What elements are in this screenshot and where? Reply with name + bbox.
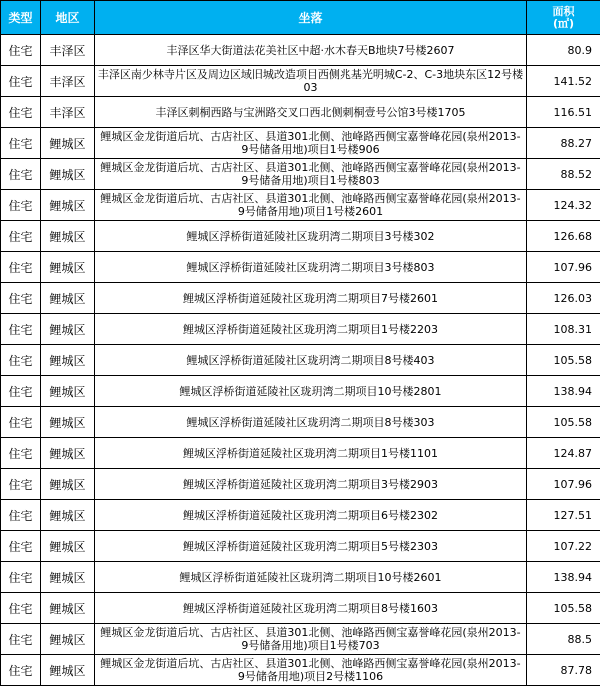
cell-type: 住宅 — [1, 531, 41, 562]
cell-type: 住宅 — [1, 593, 41, 624]
cell-district: 鲤城区 — [41, 128, 95, 159]
cell-type: 住宅 — [1, 128, 41, 159]
cell-location: 鲤城区浮桥街道延陵社区珑玥湾二期项目6号楼2302 — [95, 500, 527, 531]
cell-type: 住宅 — [1, 376, 41, 407]
table-row — [1, 624, 600, 655]
cell-location: 丰泽区华大街道法花美社区中超·水木春天B地块7号楼2607 — [95, 35, 527, 66]
cell-district: 鲤城区 — [41, 655, 95, 686]
cell-district: 鲤城区 — [41, 345, 95, 376]
cell-district: 鲤城区 — [41, 624, 95, 655]
cell-area: 105.58 — [527, 407, 600, 438]
table-row — [1, 128, 600, 159]
cell-area: 126.68 — [527, 221, 600, 252]
table-row — [1, 500, 600, 531]
cell-area: 141.52 — [527, 66, 600, 97]
cell-location: 鲤城区浮桥街道延陵社区珑玥湾二期项目8号楼303 — [95, 407, 527, 438]
cell-district: 丰泽区 — [41, 66, 95, 97]
cell-location: 鲤城区浮桥街道延陵社区珑玥湾二期项目3号楼2903 — [95, 469, 527, 500]
cell-area: 88.52 — [527, 159, 600, 190]
cell-type: 住宅 — [1, 252, 41, 283]
cell-area: 87.78 — [527, 655, 600, 686]
cell-location: 丰泽区南少林寺片区及周边区域旧城改造项目西侧兆基光明城C-2、C-3地块东区12号楼03 — [95, 66, 527, 97]
cell-district: 鲤城区 — [41, 531, 95, 562]
cell-type: 住宅 — [1, 97, 41, 128]
header-location: 坐落 — [95, 1, 527, 35]
cell-location: 鲤城区金龙街道后坑、古店社区、县道301北侧、池峰路西侧宝嘉誉峰花园(泉州2013-9号储备用地)项目1号楼2601 — [95, 190, 527, 221]
cell-district: 鲤城区 — [41, 376, 95, 407]
table-row — [1, 562, 600, 593]
cell-area: 138.94 — [527, 562, 600, 593]
cell-area: 105.58 — [527, 593, 600, 624]
table-row — [1, 531, 600, 562]
cell-area: 138.94 — [527, 376, 600, 407]
cell-district: 鲤城区 — [41, 190, 95, 221]
table-body — [1, 35, 600, 686]
cell-district: 鲤城区 — [41, 562, 95, 593]
cell-district: 鲤城区 — [41, 283, 95, 314]
cell-area: 124.87 — [527, 438, 600, 469]
cell-location: 鲤城区浮桥街道延陵社区珑玥湾二期项目5号楼2303 — [95, 531, 527, 562]
table-row — [1, 221, 600, 252]
table-row — [1, 345, 600, 376]
table-row — [1, 35, 600, 66]
cell-location: 鲤城区金龙街道后坑、古店社区、县道301北侧、池峰路西侧宝嘉誉峰花园(泉州2013-9号储备用地)项目1号楼803 — [95, 159, 527, 190]
cell-type: 住宅 — [1, 500, 41, 531]
cell-location: 鲤城区浮桥街道延陵社区珑玥湾二期项目7号楼2601 — [95, 283, 527, 314]
table-row — [1, 469, 600, 500]
cell-area: 88.27 — [527, 128, 600, 159]
header-area — [527, 1, 600, 35]
cell-type: 住宅 — [1, 159, 41, 190]
cell-district: 鲤城区 — [41, 438, 95, 469]
cell-type: 住宅 — [1, 190, 41, 221]
cell-type: 住宅 — [1, 283, 41, 314]
cell-location: 鲤城区浮桥街道延陵社区珑玥湾二期项目1号楼1101 — [95, 438, 527, 469]
cell-area: 107.96 — [527, 469, 600, 500]
table-row — [1, 252, 600, 283]
cell-type: 住宅 — [1, 345, 41, 376]
table-row — [1, 97, 600, 128]
table-row — [1, 159, 600, 190]
cell-area: 105.58 — [527, 345, 600, 376]
cell-district: 鲤城区 — [41, 252, 95, 283]
table-row — [1, 190, 600, 221]
cell-type: 住宅 — [1, 469, 41, 500]
cell-district: 鲤城区 — [41, 500, 95, 531]
cell-location: 丰泽区刺桐西路与宝洲路交叉口西北侧刺桐壹号公馆3号楼1705 — [95, 97, 527, 128]
header-row — [1, 1, 600, 35]
table-row — [1, 376, 600, 407]
cell-district: 丰泽区 — [41, 97, 95, 128]
cell-location: 鲤城区浮桥街道延陵社区珑玥湾二期项目8号楼403 — [95, 345, 527, 376]
cell-area: 116.51 — [527, 97, 600, 128]
cell-area: 124.32 — [527, 190, 600, 221]
cell-location: 鲤城区金龙街道后坑、古店社区、县道301北侧、池峰路西侧宝嘉誉峰花园(泉州2013-9号储备用地)项目1号楼703 — [95, 624, 527, 655]
cell-location: 鲤城区浮桥街道延陵社区珑玥湾二期项目3号楼803 — [95, 252, 527, 283]
cell-type: 住宅 — [1, 624, 41, 655]
cell-area: 127.51 — [527, 500, 600, 531]
cell-location: 鲤城区金龙街道后坑、古店社区、县道301北侧、池峰路西侧宝嘉誉峰花园(泉州2013-9号储备用地)项目2号楼1106 — [95, 655, 527, 686]
cell-area: 80.9 — [527, 35, 600, 66]
cell-district: 鲤城区 — [41, 469, 95, 500]
cell-district: 鲤城区 — [41, 159, 95, 190]
table-row — [1, 593, 600, 624]
table-row — [1, 66, 600, 97]
cell-type: 住宅 — [1, 562, 41, 593]
cell-location: 鲤城区浮桥街道延陵社区珑玥湾二期项目3号楼302 — [95, 221, 527, 252]
cell-district: 鲤城区 — [41, 221, 95, 252]
cell-location: 鲤城区浮桥街道延陵社区珑玥湾二期项目8号楼1603 — [95, 593, 527, 624]
cell-district: 丰泽区 — [41, 35, 95, 66]
cell-type: 住宅 — [1, 35, 41, 66]
cell-type: 住宅 — [1, 655, 41, 686]
cell-area: 88.5 — [527, 624, 600, 655]
cell-type: 住宅 — [1, 314, 41, 345]
header-district: 地区 — [41, 1, 95, 35]
cell-type: 住宅 — [1, 438, 41, 469]
cell-area: 108.31 — [527, 314, 600, 345]
cell-location: 鲤城区金龙街道后坑、古店社区、县道301北侧、池峰路西侧宝嘉誉峰花园(泉州2013-9号储备用地)项目1号楼906 — [95, 128, 527, 159]
table-row — [1, 407, 600, 438]
table-row — [1, 438, 600, 469]
cell-district: 鲤城区 — [41, 407, 95, 438]
header-area-label: 面积 — [552, 4, 575, 18]
cell-district: 鲤城区 — [41, 593, 95, 624]
cell-location: 鲤城区浮桥街道延陵社区珑玥湾二期项目1号楼2203 — [95, 314, 527, 345]
cell-type: 住宅 — [1, 221, 41, 252]
table-row — [1, 655, 600, 686]
cell-type: 住宅 — [1, 66, 41, 97]
cell-district: 鲤城区 — [41, 314, 95, 345]
cell-area: 107.22 — [527, 531, 600, 562]
header-area-unit: (㎡) — [552, 16, 575, 30]
table-row — [1, 283, 600, 314]
cell-location: 鲤城区浮桥街道延陵社区珑玥湾二期项目10号楼2801 — [95, 376, 527, 407]
table-row — [1, 314, 600, 345]
cell-type: 住宅 — [1, 407, 41, 438]
cell-location: 鲤城区浮桥街道延陵社区珑玥湾二期项目10号楼2601 — [95, 562, 527, 593]
cell-area: 107.96 — [527, 252, 600, 283]
header-type: 类型 — [1, 1, 41, 35]
cell-area: 126.03 — [527, 283, 600, 314]
